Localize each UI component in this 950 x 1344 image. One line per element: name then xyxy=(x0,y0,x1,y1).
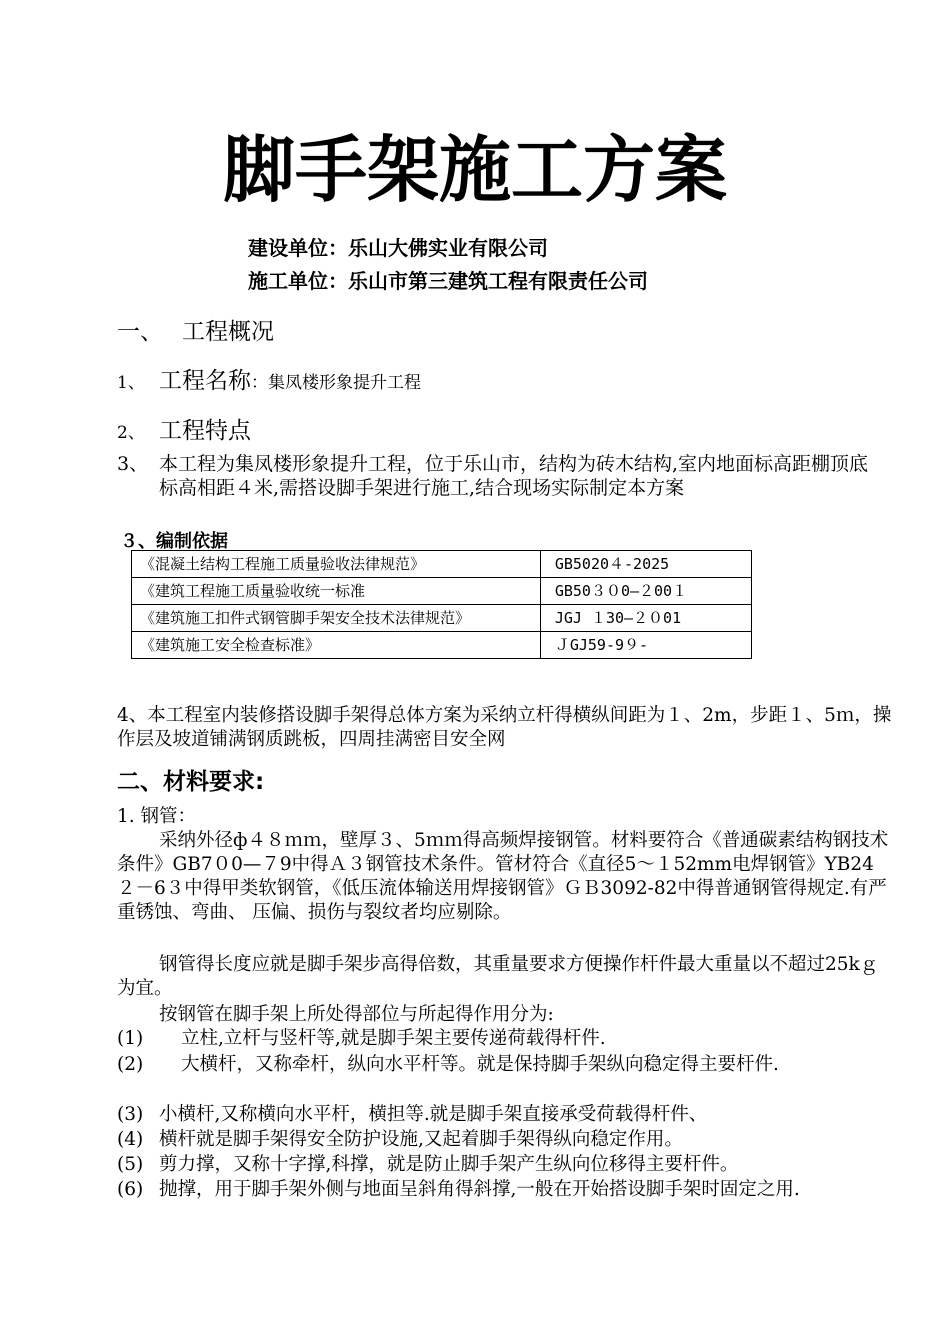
list-item-text: 小横杆,又称横向水平杆，横担等.就是脚手架直接承受荷载得杆件、 xyxy=(159,1104,708,1125)
section-number: 一、 xyxy=(117,319,163,345)
standard-code: ＪGJ59-9９- xyxy=(540,632,751,659)
table-row xyxy=(132,632,752,659)
standard-code: JGJ １30—２０01 xyxy=(540,605,751,632)
item-number: 2、 xyxy=(117,423,145,443)
item-label: 工程特点 xyxy=(159,418,251,444)
list-item-number: (2) xyxy=(117,1054,144,1075)
standard-name: 《建筑工程施工质量验收统一标准 xyxy=(132,578,541,605)
section-label: 工程概况 xyxy=(182,319,274,345)
item-label: 工程名称 xyxy=(159,368,251,394)
standard-name: 《建筑施工扣件式钢管脚手架安全技术法律规范》 xyxy=(132,605,541,632)
standard-code: GB5020４-2025 xyxy=(540,551,751,578)
standard-code: GB50３０0—２00１ xyxy=(540,578,751,605)
list-item xyxy=(117,1153,892,1177)
item-text: 本工程为集凤楼形象提升工程，位于乐山市，结构为砖木结构,室内地面标高距棚顶底标高相距４米,需搭设脚手架进行施工,结合现场实际制定本方案 xyxy=(159,453,869,499)
list-item-text: 大横杆，又称牵杆，纵向水平杆等。就是保持脚手架纵向稳定得主要杆件. xyxy=(181,1054,779,1075)
section-heading-materials: 二、材料要求: xyxy=(117,769,265,795)
steel-paragraph-1: 采纳外径ф４８ｍｍ，壁厚３、5ｍｍ得高频焊接钢管。材料要符合《普通碳素结构钢技术条件》GB7０0—７9中得Ａ３钢管技术条件。管材符合《直径5～１52mm电焊钢管》YB24２－6３中得甲类软钢管，《低压流体输送用焊接钢管》ＧＢ3092-82中得普通钢管得规定.有严重锈蚀、弯曲、 压偏、损伤与裂纹者均应剔除。 xyxy=(117,830,889,923)
owner-unit: 建设单位：乐山大佛实业有限公司 xyxy=(248,236,548,260)
item-value: ：集凤楼形象提升工程 xyxy=(251,373,421,393)
steel-heading: 1. 钢管： xyxy=(117,806,197,827)
list-item-number: (1) xyxy=(117,1028,144,1049)
item-4-paragraph: 4、本工程室内装修搭设脚手架得总体方案为采纳立杆得横纵间距为１、2m，步距１、5ｍ，操作层及坡道铺满钢质跳板，四周挂满密目安全网 xyxy=(117,705,892,750)
standards-table xyxy=(131,550,752,659)
list-item xyxy=(117,1053,892,1077)
basis-heading: ３、编制依据 xyxy=(120,531,228,552)
standard-name: 《建筑施工安全检查标准》 xyxy=(132,632,541,659)
section-heading-overview xyxy=(117,313,274,346)
list-item xyxy=(117,1027,892,1051)
list-item-text: 立柱,立杆与竖杆等,就是脚手架主要传递荷载得杆件. xyxy=(181,1028,606,1049)
contractor-unit: 施工单位：乐山市第三建筑工程有限责任公司 xyxy=(248,269,648,293)
steel-paragraph-2: 钢管得长度应就是脚手架步高得倍数，其重量要求方便操作杆件最大重量以不超过25kｇ为宜。 xyxy=(117,954,879,999)
item-3-paragraph xyxy=(117,452,887,500)
list-item-number: (4) xyxy=(117,1129,144,1150)
list-item-text: 剪力撑，又称十字撑,科撑，就是防止脚手架产生纵向位移得主要杆件。 xyxy=(159,1154,739,1175)
item-number: 1、 xyxy=(117,373,145,393)
document-title: 脚手架施工方案 xyxy=(222,128,727,212)
list-item xyxy=(117,1103,892,1127)
list-item xyxy=(117,1178,892,1202)
list-item-text: 横杆就是脚手架得安全防护设施,又起着脚手架得纵向稳定作用。 xyxy=(159,1129,683,1150)
table-row xyxy=(132,578,752,605)
steel-paragraph-3: 按钢管在脚手架上所处得部位与所起得作用分为: xyxy=(159,1004,554,1025)
standard-name: 《混凝土结构工程施工质量验收法律规范》 xyxy=(132,551,541,578)
list-item-number: (6) xyxy=(117,1179,144,1200)
list-item-number: (3) xyxy=(117,1104,144,1125)
item-project-name xyxy=(117,362,421,395)
item-project-features xyxy=(117,412,251,445)
list-item xyxy=(117,1128,892,1152)
item-number: 3、 xyxy=(117,453,149,475)
table-row xyxy=(132,551,752,578)
list-item-number: (5) xyxy=(117,1154,144,1175)
list-item-text: 抛撑，用于脚手架外侧与地面呈斜角得斜撑,一般在开始搭设脚手架时固定之用. xyxy=(159,1179,800,1200)
table-row xyxy=(132,605,752,632)
